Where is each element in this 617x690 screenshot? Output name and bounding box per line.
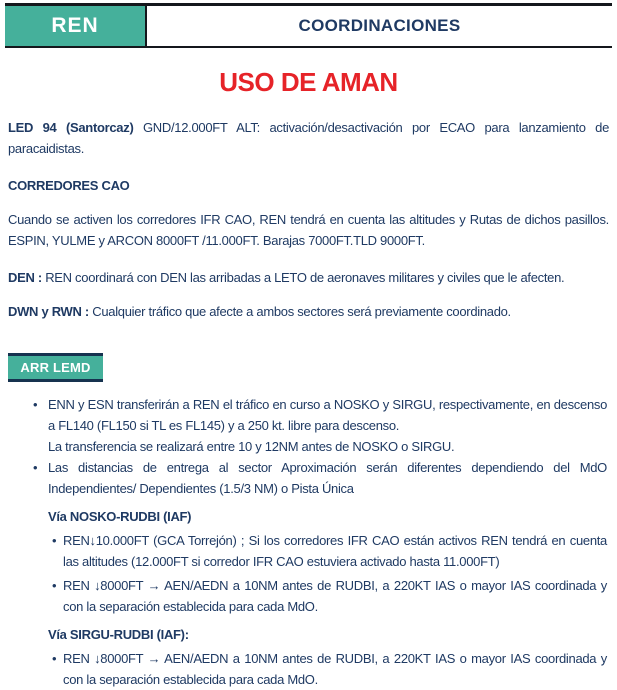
dwn-body: Cualquier tráfico que afecte a ambos sectores será previamente coordinado.: [88, 304, 511, 319]
list-item: [8, 575, 609, 617]
led94-body: GND/12.000FT ALT: activación/desactivación por ECAO para lanzamiento de paracaidistas.: [8, 120, 610, 156]
via-nosko-heading: Vía NOSKO-RUDBI (IAF): [48, 509, 192, 524]
list-item: [8, 530, 609, 572]
list-item: [8, 648, 609, 690]
via-sirgu-list: [8, 648, 609, 690]
document-content: [0, 117, 617, 690]
arr-lemd-badge: ARR LEMD: [8, 353, 103, 382]
bullet1-line2: La transferencia se realizará entre 10 y 12NM antes de NOSKO o SIRGU.: [48, 439, 455, 454]
corredores-cao-heading: CORREDORES CAO: [8, 178, 130, 193]
dwn-rwn-paragraph: [8, 301, 609, 322]
document-page: [0, 3, 617, 687]
list-item: [8, 457, 609, 499]
header-title-cell: COORDINACIONES: [298, 16, 461, 35]
led94-paragraph: [8, 117, 609, 159]
bullet1-line1: • ENN y ESN transferirán a REN el tráfico en curso a NOSKO y SIRGU, respectivamente, en descenso a FL140 (FL150 si TL es FL145) y a 250 kt. libre para descenso.: [48, 397, 607, 433]
led94-lead: LED 94 (Santorcaz): [8, 120, 134, 135]
den-lead: DEN :: [8, 270, 42, 285]
bullet2-text: • Las distancias de entrega al sector Aproximación serán diferentes dependiendo del MdO Independientes/ Dependientes (1.5/3 NM) o Pista Única: [48, 460, 607, 496]
list-item: [8, 394, 609, 457]
via-sirgu-heading: Vía SIRGU-RUDBI (IAF):: [48, 627, 189, 642]
via-nosko-item-1: • REN↓10.000FT (GCA Torrejón) ; Si los corredores IFR CAO están activos REN tendrá en cuenta las altitudes (12.000FT si corredor IFR CAO estuviera activado hasta 11.000FT): [63, 533, 607, 569]
corredores-cao-body: Cuando se activen los corredores IFR CAO, REN tendrá en cuenta las altitudes y Rutas de dichos pasillos. ESPIN, YULME y ARCON 8000FT /11.000FT. Barajas 7000FT.TLD 9000FT.: [8, 212, 609, 248]
document-header: [5, 3, 612, 48]
sector-code-cell: REN: [5, 6, 147, 46]
arr-bullet-list: [8, 394, 609, 499]
via-nosko-item-2: • REN ↓8000FT → AEN/AEDN a 10NM antes de RUDBI, a 220KT IAS o mayor IAS coordinada y con la separación establecida para cada MdO.: [63, 578, 607, 614]
via-nosko-list: [8, 530, 609, 617]
den-body: REN coordinará con DEN las arribadas a LETO de aeronaves militares y civiles que le afecten.: [41, 270, 565, 285]
den-paragraph: [8, 267, 609, 288]
dwn-lead: DWN y RWN :: [8, 304, 89, 319]
via-sirgu-item-1: • REN ↓8000FT → AEN/AEDN a 10NM antes de RUDBI, a 220KT IAS o mayor IAS coordinada y con la separación establecida para cada MdO.: [63, 651, 607, 687]
page-title: USO DE AMAN: [219, 67, 398, 97]
